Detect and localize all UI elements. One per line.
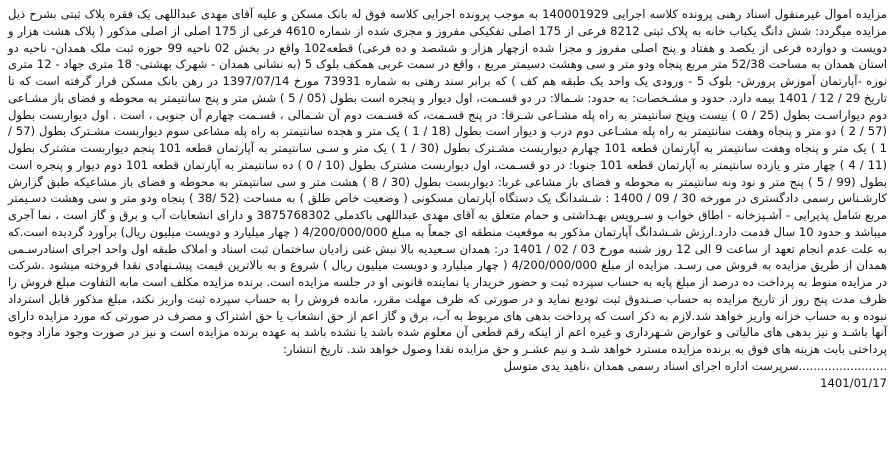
publish-date: 1401/01/17: [820, 375, 887, 390]
signature-line: ........................سرپرست اداره اجرای اسناد رسمی همدان ،ناهید یدی متوسل: [503, 358, 887, 373]
notice-body-text: مزایده اموال غیرمنقول اسناد رهنی پرونده کلاسه اجرایی 140001929 به موجب پرونده اجرایی کلاسه فوق له بانک مسکن و علیه آقای مهدی عبداللهی یک فقره پلاک ثبتی بشرح ذیل مزایده میگردد: شش دانگ یکباب خانه به پلاک ثبتی 8212 فرعی از 175 اصلی تفکیکی مفروز و مجزی شده از شماره 4610 فرعی از 175 اصلی از اصلی مذکور ( پلاک هشت هزار و دویست و دوازده فرعی از یکصد و هفتاد و پنج اصلی مفروز و مجزا شده ازچهار هزار و ششصد و ده فرعی) قطعه102 واقع در بخش 02 ناحیه 99 حوزه ثبت ملک همدان- ناحیه دو استان همدان به مساحت 52/38 متر مربع پنجاه ودو متر و سی وهشت دسیمتر مربع ، واقع در سمت غربی همکف بلوک 5 (به نشانی همدان - شهرک بهشتی- 18 متری جهاد - 12 متری نوزه -آپارتمان آموزش پرورش- بلوک 5 - ورودی یک واحد یک طبقه هم کف ) که برابر سند رهنی به شماره 73931 مورخ 1397/07/14 در رهن بانک مسکن قرار گرفته است که تا تاریخ 29 / 12 / 1401 بیمه دارد. حدود و مشـخصات: به حدود: شـمالا: در دو قسـمت، اول دیوار و پنجره است بطول (05 / 5 ) شش متر و پنج سانتیمتر به محوطه و فضای باز مشـاعی دوم دیواراسـت بطول (25 / 0 ) بیست وپنج سانتیمتر به راه پله مشـاعی شـرقا: در پنج قسـمت، که قسـمت دوم آن شـمالی ، قسـمت چهارم آن جنوبی ، است . اول دیواربست بطول (57 / 2 ) دو متر و پنجاه وهفت سانتیمتر به راه پله مشـاعی دوم درب و دیوار است بطول (18 / 1 ) یک متر و هجده سانتیمتر به راه پله مشاعی سوم دیواربست مشـترک بطول (57 / 1 ) یک متر و پنجاه وهفت سانتیمتر به آپارتمان قطعه 101 چهارم دیواربست مشـترک بطول (30 / 1 ) یک متر و سـی سانتیمتر به آپارتمان قطعه 101 پنجم دیواربست مشترک بطول (11 / 4 ) چهار متر و یازده سانتیمتر به آپارتمان قطعه 101 جنوبا: در دو قسـمت، اول دیواربست مشترک بطول (10 / 0 ) ده سانتیمتر به آپارتمان قطعه 101 دوم دیوار و پنجره است بطول (99 / 5 ) پنج متر و نود ونه سانتیمتر به محوطه و فضای باز مشاعی غربا: دیواربست بطول (30 / 8 ) هشت متر و سی سانتیمتر به محوطه و فضای باز مشاعیکه طبق گزارش کارشـناس رسمی دادگستری در مورخه 30 / 09 / 1400 : شـشدانگ یک دستگاه آپارتمان مسکونی ( وضعیت خاص طلق ) به مساحت (52 /38 ) پنجاه ودو متر و سی وهشت دسـیمتر مربع شامل پذیرایی - آشـپزخانه - اطاق خواب و سـرویس بهـداشتی و حمام متعلق به آقای مهدی عبداللهی باکدملی 3875768302 و دارای انشعابات آب و برق و گاز است ، نما آجری میباشد و حدود 10 سال قدمت دارد.ارزش شـشدانگ آپارتمان مذکور به موقعیت منطقه ای جمعاً به مبلغ 4/200/000/000 ( چهار میلیارد و دویست میلیون ریال) برآورد گردیده است.که به علت عدم انجام تعهد از ساعت 9 الی 12 روز شنبه مورخ 03 / 02 / 1401 در: همدان سـعیدیه بالا نبش غنی زادیان ساختمان ثبت اسناد و املاک طبقه اول واحد اجرای اسنادرسـمی همدان از طریق مزایده به فروش می رسـد. مزایده از مبلغ 4/200/000/000 ( چهار میلیارد و دویست میلیون ریال ) شروع و به بالاترین قیمت پیشـنهادی نقدا فروخته میشود .شرکت در مزایده منوط به پرداخت ده درصد از مبلغ پایه به حساب سپرده ثبت و حضور خریدار یا نماینده قانونی او در جلسه مزایده است. برنده مزایده مکلف است مابه التفاوت مبلغ فروش را ظرف مدت پنج روز از تاریخ مزایده به حساب صـندوق ثبت تودیع نماید و در صورتی که ظرف مهلت مقرر، مانده فروش را به حساب سپرده ثبت واریز نکند، مبلغ مذکور قابل استرداد نبوده و به حساب خزانه واریز خواهد شد.لازم به ذکر است که پرداخت بدهی های مربوط به آب، برق و گاز اعم از حق انشعاب یا حق اشتراک و مصرف در صورتی که مورد مزایده دارای آنها باشـد و نیز بدهی های مالیاتی و عوارض شـهرداری و غیره اعم از اینکه رقم قطعی آن معلوم شده باشد یا نشده باشد به عهده برنده مزایده است و نیز در صورت وجود مازاد وجوه پرداختی بابت هزینه های فوق به برنده مزایده مسترد خواهد شـد و نیم عشـر و حق مزایده نقدا وصول خواهد شد. تاریخ انتشار:: [8, 7, 888, 356]
